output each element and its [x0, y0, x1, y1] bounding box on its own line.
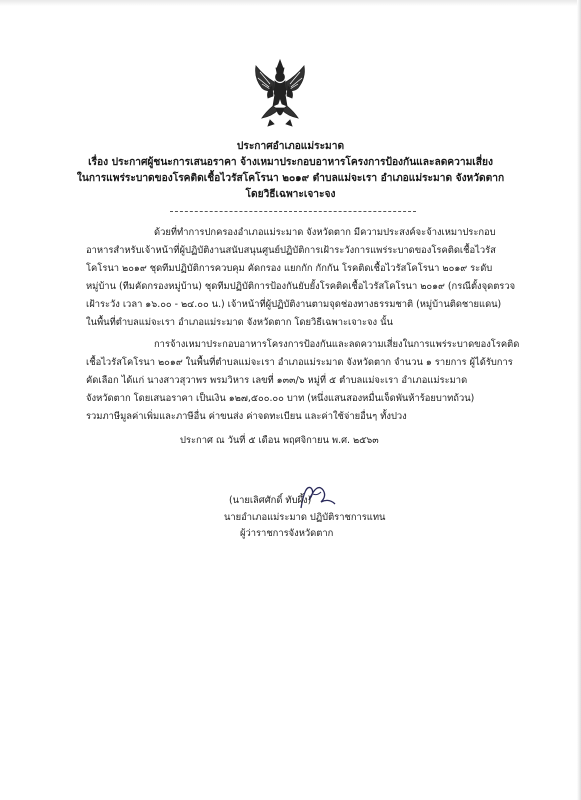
subject-line-2: ในการแพร่ระบาดของโรคติดเชื้อไวรัสโคโรนา ๒๐๑๙ ตำบลแม่จะเรา อำเภอแม่ระมาด จังหวัดตาก [76, 173, 505, 184]
subject-line-1: เรื่อง ประกาศผู้ชนะการเสนอราคา จ้างเหมาประกอบอาหารโครงการป้องกันและลดความเสี่ยง [88, 157, 493, 168]
paragraph-1-line: โคโรนา ๒๐๑๙ ชุดทีมปฏิบัติการควบคุม คัดกรอง แยกกัก กักกัน โรคติดเชื้อไวรัสโคโรนา ๒๐๑๙ ระดับ [86, 263, 493, 274]
paragraph-1-line: อาหารสำหรับเจ้าหน้าที่ผู้ปฏิบัติงานสนับสนุนศูนย์ปฏิบัติการเฝ้าระวังการแพร่ระบาดของโรคติดเชื้อไวรัส [86, 245, 496, 256]
signatory-position-1: นายอำเภอแม่ระมาด ปฏิบัติราชการแทน [224, 512, 386, 523]
announcement-date: ประกาศ ณ วันที่ ๕ เดือน พฤศจิกายน พ.ศ. ๒๕๖๓ [180, 435, 379, 446]
signatory-name: (นายเลิศศักดิ์ ทับผึ้ง) [229, 495, 312, 506]
paragraph-1-line: หมู่บ้าน (ทีมคัดกรองหมู่บ้าน) ชุดทีมปฏิบัติการป้องกันยับยั้งโรคติดเชื้อไวรัสโคโรนา ๒๐๑๙ (กรณีตั้งจุดตรวจ [86, 281, 516, 292]
scan-edge-top [0, 0, 581, 6]
paragraph-2-line: รวมภาษีมูลค่าเพิ่มและภาษีอื่น ค่าขนส่ง ค่าจดทะเบียน และค่าใช้จ่ายอื่นๆ ทั้งปวง [86, 411, 407, 422]
paragraph-1-line: เฝ้าระวัง เวลา ๑๖.๐๐ - ๒๔.๐๐ น.) เจ้าหน้าที่ผู้ปฏิบัติงานตามจุดช่องทางธรรมชาติ (หมู่บ้านติดชายแดน) [86, 299, 502, 310]
paragraph-2-line: เชื้อไวรัสโคโรนา ๒๐๑๙ ในพื้นที่ตำบลแม่จะเรา อำเภอแม่ระมาด จังหวัดตาก จำนวน ๑ รายการ ผู้ได้รับการ [86, 357, 513, 368]
divider [170, 211, 416, 212]
garuda-emblem-icon [248, 58, 312, 128]
paragraph-1-line: ด้วยที่ทำการปกครองอำเภอแม่ระมาด จังหวัดตาก มีความประสงค์จะจ้างเหมาประกอบ [154, 227, 496, 238]
issuing-office: ประกาศอำเภอแม่ระมาด [236, 141, 345, 152]
paragraph-2-line: การจ้างเหมาประกอบอาหารโครงการป้องกันและลดความเสี่ยงในการแพร่ระบาดของโรคติด [154, 339, 520, 350]
scan-edge-right [577, 0, 581, 800]
paragraph-2-line: จังหวัดตาก โดยเสนอราคา เป็นเงิน ๑๒๗,๕๐๐.๐๐ บาท (หนึ่งแสนสองหมื่นเจ็ดพันห้าร้อยบาทถ้วน) [86, 393, 475, 404]
subject-line-3: โดยวิธีเฉพาะเจาะจง [245, 189, 336, 200]
signatory-position-2: ผู้ว่าราชการจังหวัดตาก [240, 528, 334, 539]
paragraph-2-line: คัดเลือก ได้แก่ นางสาวสุวาพร พรมวิหาร เลขที่ ๑๓๓/๖ หมู่ที่ ๕ ตำบลแม่จะเรา อำเภอแม่ระมาด [86, 375, 468, 386]
paragraph-1-line: ในพื้นที่ตำบลแม่จะเรา อำเภอแม่ระมาด จังหวัดตาก โดยวิธีเฉพาะเจาะจง นั้น [86, 317, 393, 328]
